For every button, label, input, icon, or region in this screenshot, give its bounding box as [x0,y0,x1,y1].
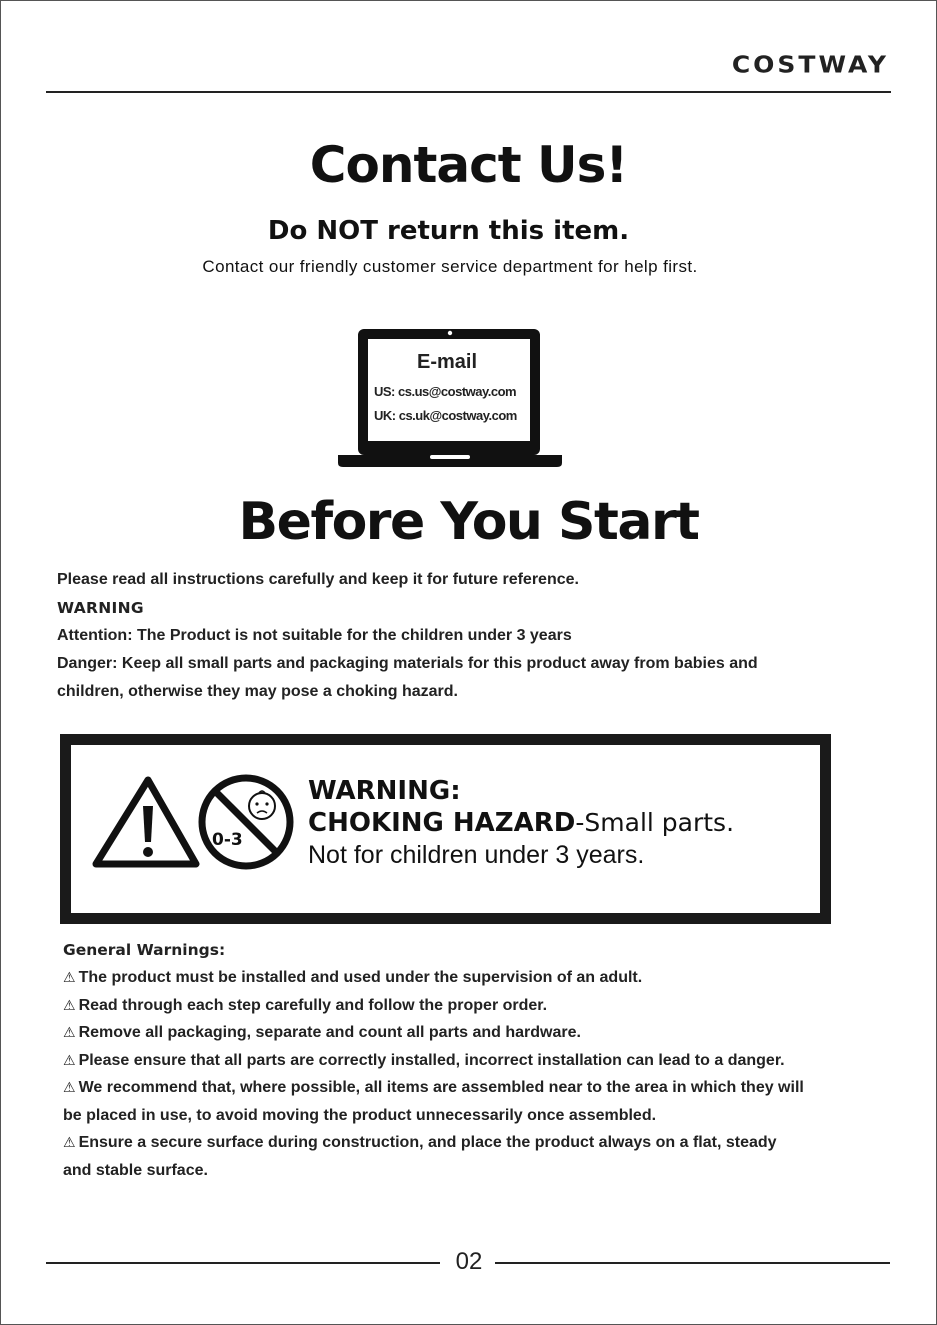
warning-triangle-icon: ⚠ [63,1134,76,1150]
email-title: E-mail [416,351,478,373]
warning-box-hazard [308,808,734,838]
before-line-attention: Attention: The Product is not suitable for the children under 3 years [57,627,572,644]
footer-rule-left [46,1262,440,1264]
warning-icons [92,772,302,872]
age-label: 0-3 [212,830,243,850]
small-parts-label: -Small parts. [575,808,735,837]
header-rule [46,91,891,93]
general-warning-item: ⚠ Please ensure that all parts are correctly installed, incorrect installation can lead to a danger. [63,1052,785,1069]
page-number: 02 [455,1248,483,1275]
warning-triangle-icon: ⚠ [63,1024,76,1040]
general-warning-item-cont: and stable surface. [63,1162,208,1179]
warning-triangle-icon: ⚠ [63,1079,76,1095]
before-line-read: Please read all instructions carefully and keep it for future reference. [57,571,579,588]
warning-triangle-icon: ⚠ [63,997,76,1013]
brand-logo: COSTWAY [731,51,889,78]
general-warning-item: ⚠ We recommend that, where possible, all items are assembled near to the area in which they will [63,1079,804,1096]
general-warning-item: ⚠ Remove all packaging, separate and count all parts and hardware. [63,1024,581,1041]
choking-hazard-label: CHOKING HAZARD [308,808,576,838]
contact-description: Contact our friendly customer service department for help first. [202,257,698,276]
general-warning-item-cont: be placed in use, to avoid moving the product unnecessarily once assembled. [63,1107,657,1124]
warning-triangle-icon: ⚠ [63,969,76,985]
general-warning-item: ⚠ Ensure a secure surface during construction, and place the product always on a flat, steady [63,1134,777,1151]
contact-subtitle: Do NOT return this item. [267,216,630,246]
footer-rule-right [495,1262,890,1264]
general-warning-item: ⚠ The product must be installed and used under the supervision of an adult. [63,969,643,986]
warning-triangle-icon: ⚠ [63,1052,76,1068]
email-us-link[interactable]: US: cs.us@costway.com [374,384,517,399]
warning-triangle-icon [96,780,196,864]
before-line-warning: WARNING [57,599,144,617]
warning-box-age: Not for children under 3 years. [308,841,645,869]
email-uk-link[interactable]: UK: cs.uk@costway.com [374,408,517,423]
warning-box-title: WARNING: [308,776,461,806]
before-line-danger: Danger: Keep all small parts and packaging materials for this product away from babies and [57,655,758,672]
contact-title: Contact Us! [309,136,628,194]
no-children-under-3-icon [202,778,290,866]
before-title: Before You Start [238,492,699,552]
general-warning-item: ⚠ Read through each step carefully and follow the proper order. [63,997,548,1014]
general-warnings-title: General Warnings: [63,941,226,959]
before-line-danger-cont: children, otherwise they may pose a choking hazard. [57,683,458,700]
